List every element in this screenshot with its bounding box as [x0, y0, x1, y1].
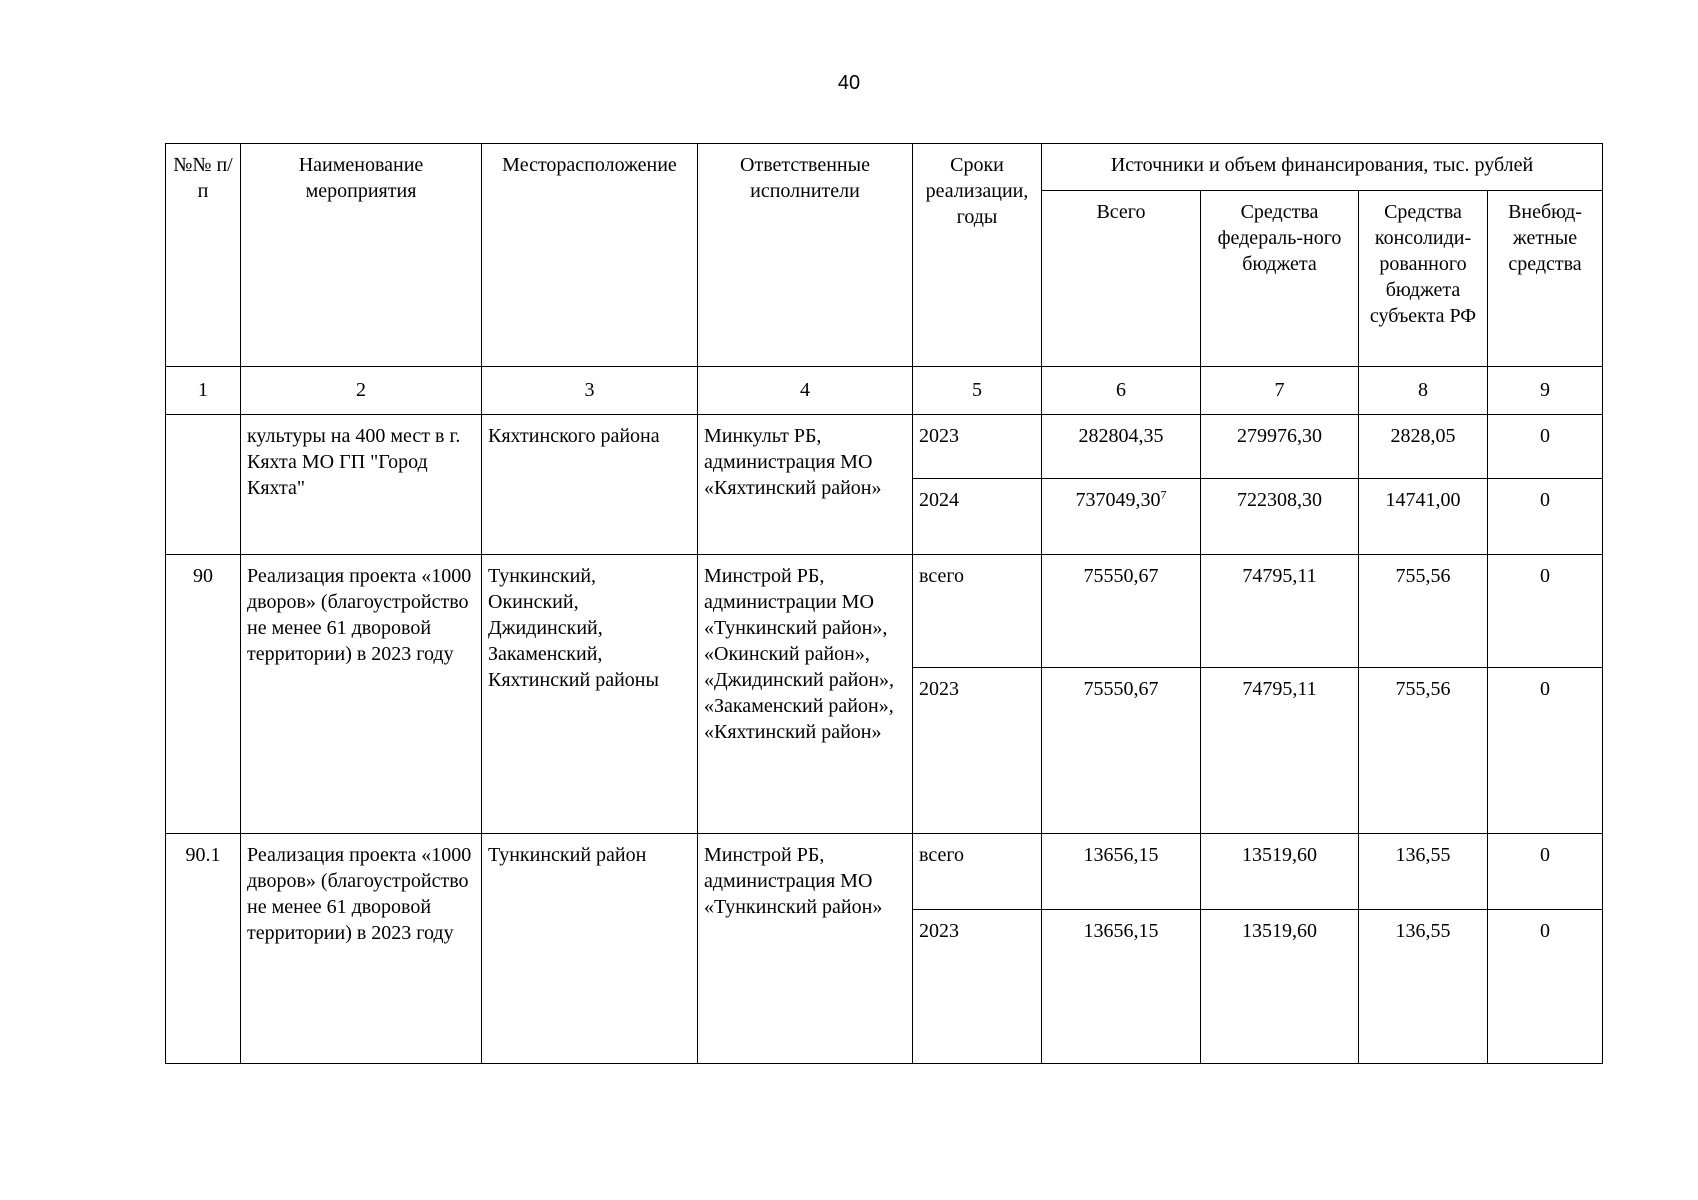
column-number: 4: [698, 367, 913, 415]
header-terms: Сроки реализации, годы: [913, 144, 1042, 367]
row-total: [1042, 479, 1201, 555]
header-extrabudget: Внебюд-жетные средства: [1488, 191, 1603, 367]
row-federal: 74795,11: [1201, 668, 1359, 834]
row-federal: 13519,60: [1201, 910, 1359, 1064]
total-value: 75550,67: [1083, 678, 1159, 700]
row-extra: 0: [1488, 415, 1603, 479]
row-responsible: Минкульт РБ, администрация МО «Кяхтинский район»: [698, 415, 913, 555]
row-total: [1042, 834, 1201, 910]
row-responsible: Минстрой РБ, администрация МО «Тункинский район»: [698, 834, 913, 1064]
column-number: 6: [1042, 367, 1201, 415]
row-total: [1042, 555, 1201, 668]
row-responsible: Минстрой РБ, администрации МО «Тункинский район», «Окинский район», «Джидинский район», «Закаменский район», «Кяхтинский район»: [698, 555, 913, 834]
row-total: [1042, 910, 1201, 1064]
row-name: Реализация проекта «1000 дворов» (благоустройство не менее 61 дворовой территории) в 2023 году: [241, 834, 482, 1064]
row-term: всего: [913, 555, 1042, 668]
row-term: 2023: [913, 668, 1042, 834]
column-number: 7: [1201, 367, 1359, 415]
table-row: [166, 834, 1603, 910]
header-num: №№ п/п: [166, 144, 241, 367]
column-number: 3: [482, 367, 698, 415]
row-federal: 13519,60: [1201, 834, 1359, 910]
row-consolidated: 2828,05: [1359, 415, 1488, 479]
header-row: [166, 144, 1603, 191]
footnote-mark: 7: [1160, 487, 1167, 502]
total-value: 737049,30: [1075, 489, 1161, 511]
total-value: 75550,67: [1083, 565, 1159, 587]
column-number: 2: [241, 367, 482, 415]
column-number: 9: [1488, 367, 1603, 415]
header-location: Месторасположение: [482, 144, 698, 367]
row-consolidated: 755,56: [1359, 668, 1488, 834]
row-term: всего: [913, 834, 1042, 910]
table-row: [166, 555, 1603, 668]
header-federal: Средства федераль-ного бюджета: [1201, 191, 1359, 367]
row-location: Тункинский район: [482, 834, 698, 1064]
page-number: 40: [837, 72, 861, 94]
column-number: 1: [166, 367, 241, 415]
header-responsible: Ответственные исполнители: [698, 144, 913, 367]
row-extra: 0: [1488, 555, 1603, 668]
total-value: 13656,15: [1083, 920, 1159, 942]
row-federal: 279976,30: [1201, 415, 1359, 479]
row-term: 2023: [913, 415, 1042, 479]
row-num: 90: [166, 555, 241, 834]
column-number-row: [166, 367, 1603, 415]
row-federal: 722308,30: [1201, 479, 1359, 555]
row-location: Кяхтинского района: [482, 415, 698, 555]
header-consolidated: Средства консолиди-рованного бюджета субъекта РФ: [1359, 191, 1488, 367]
total-value: 13656,15: [1083, 844, 1159, 866]
row-name: Реализация проекта «1000 дворов» (благоустройство не менее 61 дворовой территории) в 2023 году: [241, 555, 482, 834]
row-term: 2024: [913, 479, 1042, 555]
row-consolidated: 755,56: [1359, 555, 1488, 668]
total-value: 282804,35: [1078, 425, 1164, 447]
row-extra: 0: [1488, 479, 1603, 555]
row-total: [1042, 668, 1201, 834]
header-financing: Источники и объем финансирования, тыс. рублей: [1042, 144, 1603, 191]
row-extra: 0: [1488, 834, 1603, 910]
row-consolidated: 14741,00: [1359, 479, 1488, 555]
row-extra: 0: [1488, 668, 1603, 834]
row-num: [166, 415, 241, 555]
row-total: [1042, 415, 1201, 479]
financing-table: [165, 143, 1603, 1064]
row-location: Тункинский, Окинский, Джидинский, Закаменский, Кяхтинский районы: [482, 555, 698, 834]
column-number: 5: [913, 367, 1042, 415]
row-federal: 74795,11: [1201, 555, 1359, 668]
row-consolidated: 136,55: [1359, 910, 1488, 1064]
row-name: культуры на 400 мест в г. Кяхта МО ГП "Город Кяхта": [241, 415, 482, 555]
table-row: [166, 415, 1603, 479]
row-extra: 0: [1488, 910, 1603, 1064]
row-num: 90.1: [166, 834, 241, 1064]
column-number: 8: [1359, 367, 1488, 415]
header-name: Наименование мероприятия: [241, 144, 482, 367]
row-term: 2023: [913, 910, 1042, 1064]
header-total: Всего: [1042, 191, 1201, 367]
row-consolidated: 136,55: [1359, 834, 1488, 910]
